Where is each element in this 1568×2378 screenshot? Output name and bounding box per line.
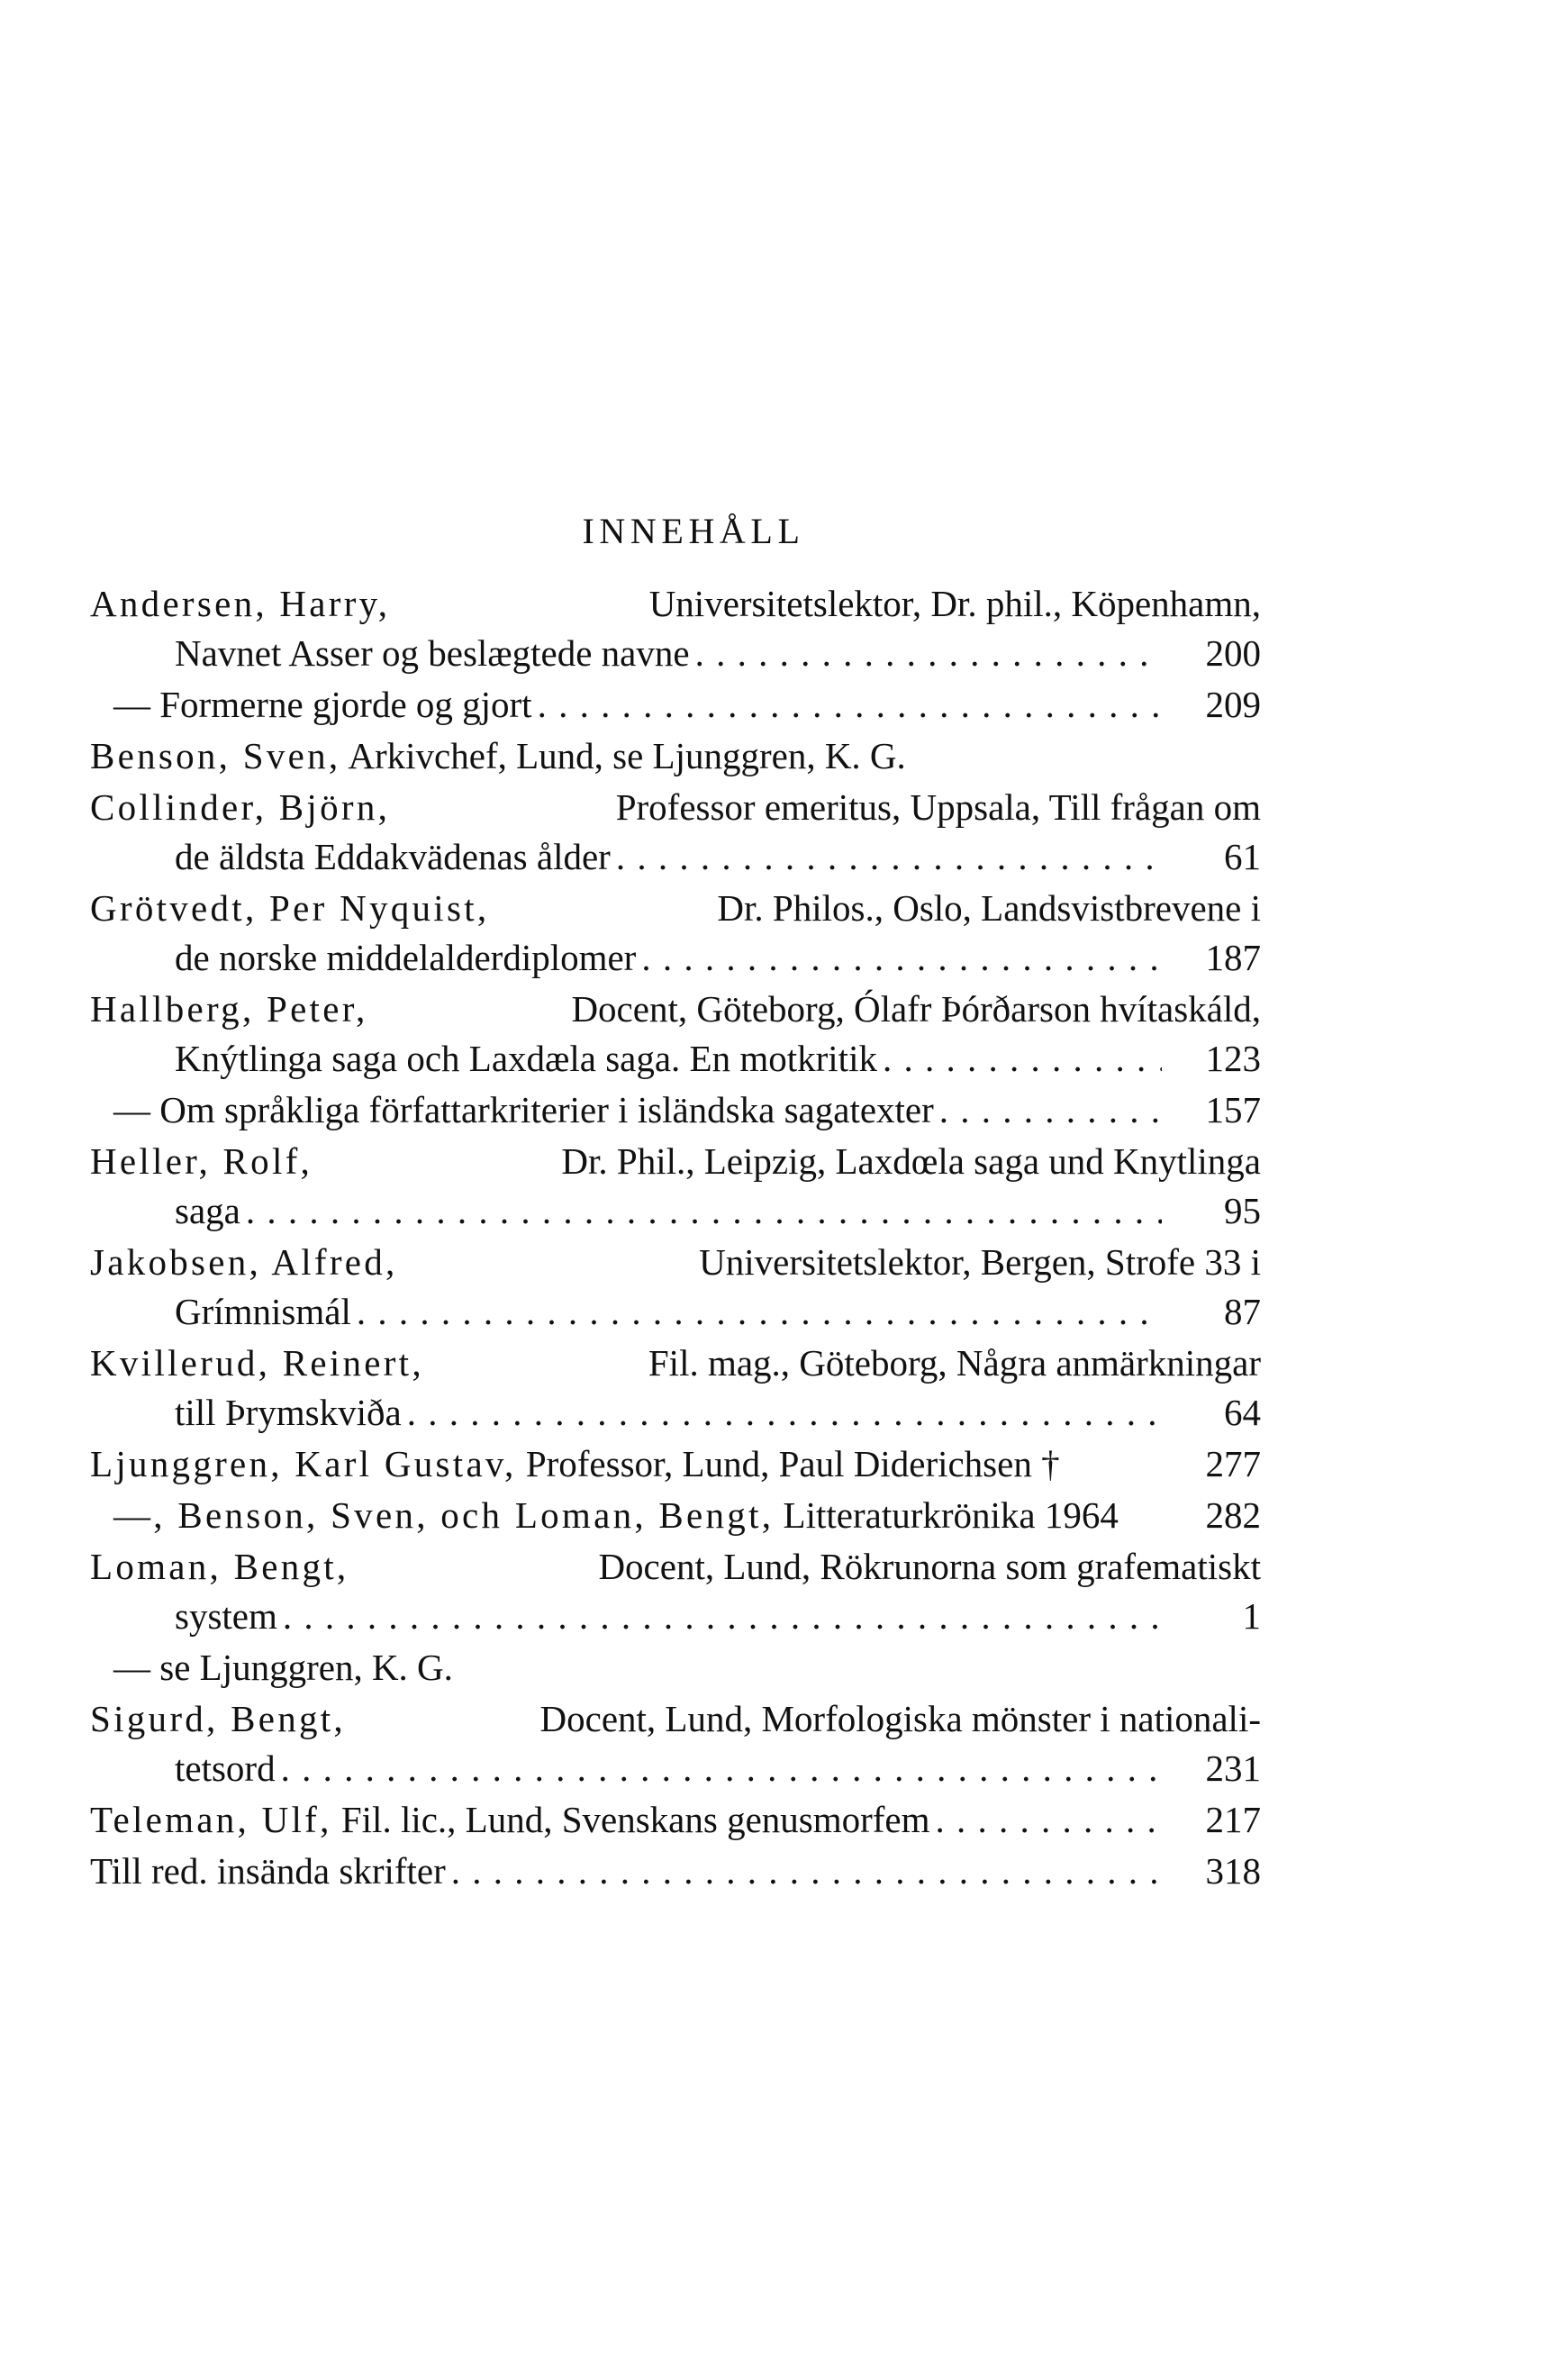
leader-dots [877,1034,1162,1084]
page-number: 231 [1205,1747,1261,1789]
toc-entry-sigurd [90,1694,1261,1793]
author-details: Universitetslektor, Bergen, Strofe 33 i [699,1241,1261,1283]
article-title: — Formerne gjorde og gjort [113,684,532,725]
page-number: 1 [1242,1595,1261,1637]
author-name: Heller, Rolf, [90,1140,313,1182]
leader-dots [690,629,1162,678]
author-name: Collinder, Björn, [90,786,391,828]
leader-dots [636,933,1162,983]
article-title: till Þrymskviða [175,1392,402,1433]
author-name: Andersen, Harry, [90,583,391,624]
toc-entry-jakobsen [90,1238,1261,1337]
toc-entry-grotvedt [90,884,1261,983]
page-number: 200 [1205,632,1261,674]
co-authors: —, Benson, Sven, och Loman, Bengt, [113,1494,775,1536]
page-number: 318 [1205,1850,1261,1892]
leader-dots [240,1186,1162,1236]
page-number: 64 [1224,1392,1261,1433]
author-name: Jakobsen, Alfred, [90,1241,398,1283]
page-number: 187 [1205,937,1261,978]
toc-entry-hallberg-2 [90,1085,1261,1135]
article-title: saga [175,1190,240,1231]
toc-entry-andersen-2 [90,680,1261,730]
page-number: 217 [1205,1799,1261,1840]
article-title: de äldsta Eddakvädenas ålder [175,836,611,877]
author-name: Hallberg, Peter, [90,988,368,1030]
article-title: — Om språkliga författarkriterier i isländska sagatexter [113,1089,934,1130]
author-details: Dr. Philos., Oslo, Landsvistbrevene i [717,887,1261,929]
author-details: Dr. Phil., Leipzig, Laxdœla saga und Knytlinga [561,1140,1261,1182]
toc-entry-kvillerud [90,1339,1261,1438]
leader-dots [277,1592,1162,1641]
leader-dots [532,680,1162,730]
toc-entry-loman [90,1542,1261,1641]
article-title: system [175,1595,277,1637]
author-details: Docent, Lund, Morfologiska mönster i nationali- [539,1698,1261,1739]
article-title: Grímnismál [175,1291,351,1332]
page-number: 277 [1205,1443,1261,1484]
author-name: Benson, Sven, [90,735,341,776]
author-name: Sigurd, Bengt, [90,1698,346,1739]
page-title: INNEHÅLL [582,511,805,551]
toc-entry-received-publications [90,1847,1261,1896]
author-name: Kvillerud, Reinert, [90,1342,424,1384]
toc-entry-ljunggren [90,1439,1261,1489]
leader-dots [276,1744,1162,1793]
page-number: 209 [1205,684,1261,725]
toc-entry-andersen [90,579,1261,678]
author-details: Fil. mag., Göteborg, Några anmärkningar [648,1342,1261,1384]
author-details: Universitetslektor, Dr. phil., Köpenhamn, [648,583,1261,624]
leader-dots [934,1085,1162,1135]
leader-dots [611,832,1162,882]
article-title: de norske middelalderdiplomer [175,937,637,978]
leader-dots [402,1388,1162,1438]
author-details: Professor emeritus, Uppsala, Till frågan om [615,786,1261,828]
article-title: tetsord [175,1747,276,1789]
page-number: 282 [1205,1494,1261,1536]
toc-entry-ljunggren-2 [90,1491,1261,1540]
author-name: Teleman, Ulf, [90,1799,332,1840]
page-number: 61 [1224,836,1261,877]
toc-entry-heller [90,1137,1261,1236]
author-name: Grötvedt, Per Nyquist, [90,887,490,929]
page-number: 87 [1224,1291,1261,1332]
page-number: 123 [1205,1038,1261,1079]
leader-dots [351,1287,1162,1337]
author-details: Docent, Lund, Rökrunorna som grafematiskt [598,1546,1261,1587]
author-name: Ljunggren, Karl Gustav, [90,1443,517,1484]
article-title: Fil. lic., Lund, Svenskans genusmorfem [340,1799,930,1840]
article-title: Navnet Asser og beslægtede navne [175,632,690,674]
author-details: Professor, Lund, Paul Diderichsen † [525,1443,1060,1484]
page-number: 157 [1205,1089,1261,1130]
article-title: Litteraturkrönika 1964 [783,1494,1119,1536]
author-details: Docent, Göteborg, Ólafr Þórðarson hvítaskáld, [571,988,1261,1030]
leader-dots [930,1795,1162,1845]
article-title: Till red. insända skrifter [90,1850,446,1892]
toc-entry-hallberg [90,985,1261,1084]
toc-entry-teleman [90,1795,1261,1845]
article-title: Knýtlinga saga och Laxdæla saga. En motkritik [175,1038,877,1079]
toc-entry-collinder [90,783,1261,882]
cross-reference: — se Ljunggren, K. G. [113,1647,453,1688]
page-number: 95 [1224,1190,1261,1231]
author-details: Arkivchef, Lund, se Ljunggren, K. G. [348,735,906,776]
author-name: Loman, Bengt, [90,1546,349,1587]
leader-dots [446,1847,1162,1896]
toc-entry-loman-2 [90,1643,1261,1693]
toc-entry-benson [90,731,1261,781]
table-of-contents [90,509,1261,1896]
